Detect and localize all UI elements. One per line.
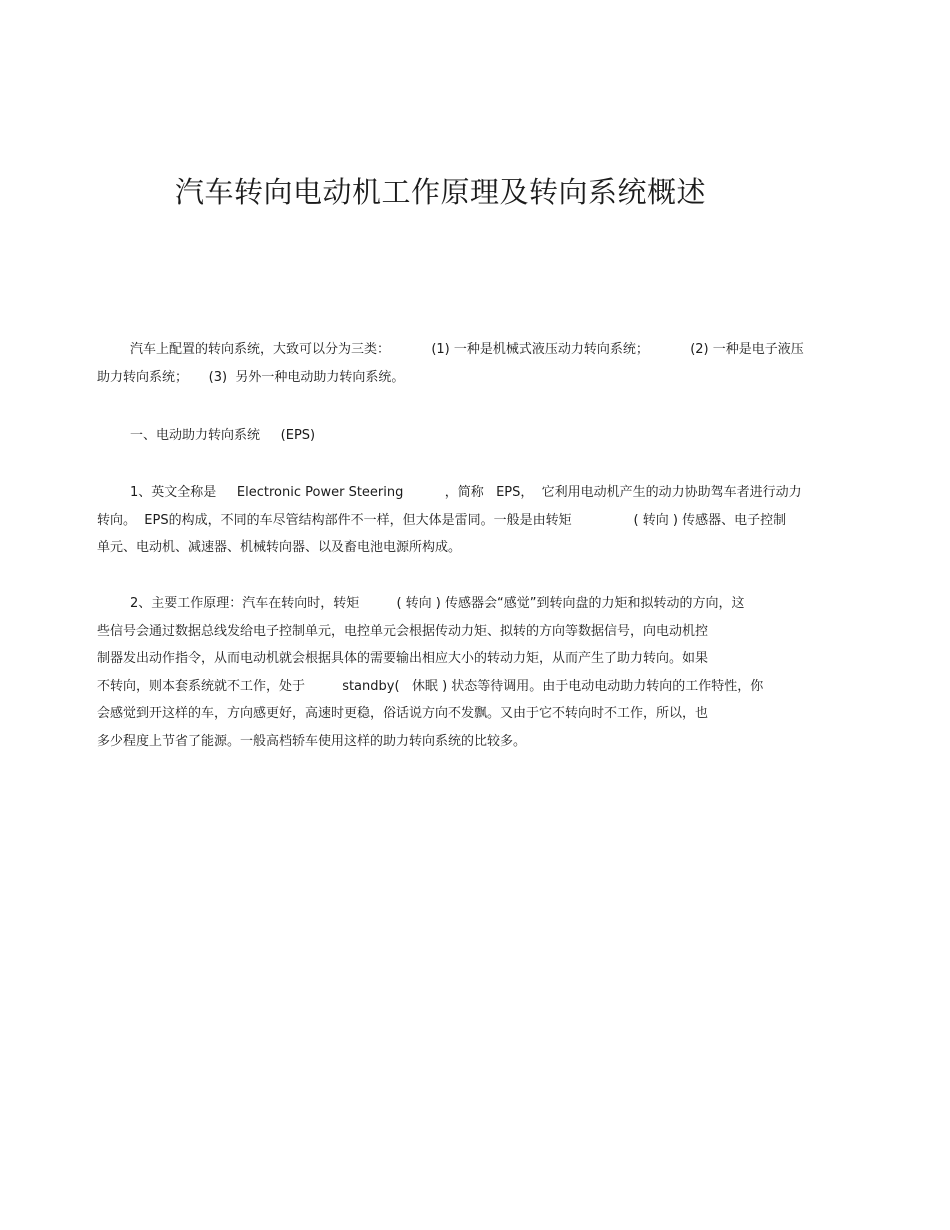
intro-line-1: 汽车上配置的转向系统，大致可以分为三类： (1) 一种是机械式液压动力转向系统； (2) 一种是电子液压 (130, 342, 804, 357)
intro-line-2: 助力转向系统； (3) 另外一种电动助力转向系统。 (97, 369, 405, 385)
working-principle-line-4: 不转向，则本套系统就不工作，处于 standby( 休眠 ) 状态等待调用。由于电动电动助力转向的工作特性，你 (97, 678, 764, 694)
section-heading-eps (97, 422, 857, 450)
working-principle-line-5: 会感觉到开这样的车，方向感更好，高速时更稳，俗话说方向不发飘。又由于它不转向时不工作，所以，也 (97, 706, 709, 722)
intro-paragraph (97, 336, 857, 391)
eps-definition-paragraph (97, 479, 857, 562)
working-principle-line-1: 2、主要工作原理：汽车在转向时，转矩 ( 转向 ) 传感器会“感觉”到转向盘的力矩和拟转动的方向，这 (130, 596, 745, 611)
eps-definition-line-3: 单元、电动机、减速器、机械转向器、以及畜电池电源所构成。 (97, 540, 462, 556)
section-heading-text: 一、电动助力转向系统 (EPS) (130, 428, 316, 443)
eps-definition-line-2: 转向。 EPS的构成，不同的车尽管结构部件不一样，但大体是雷同。一般是由转矩 ( 转向 ) 传感器、电子控制 (97, 512, 787, 528)
eps-definition-line-1: 1、英文全称是 Electronic Power Steering ，简称 EPS， 它利用电动机产生的动力协助驾车者进行动力 (130, 485, 802, 500)
working-principle-paragraph (97, 590, 857, 756)
working-principle-line-6: 多少程度上节省了能源。一般高档轿车使用这样的助力转向系统的比较多。 (97, 733, 527, 749)
document-title: 汽车转向电动机工作原理及转向系统概述 (175, 175, 707, 209)
working-principle-line-3: 制器发出动作指令，从而电动机就会根据具体的需要输出相应大小的转动力矩，从而产生了助力转向。如果 (97, 651, 709, 667)
working-principle-line-2: 些信号会通过数据总线发给电子控制单元，电控单元会根据传动力矩、拟转的方向等数据信号，向电动机控 (97, 623, 709, 639)
